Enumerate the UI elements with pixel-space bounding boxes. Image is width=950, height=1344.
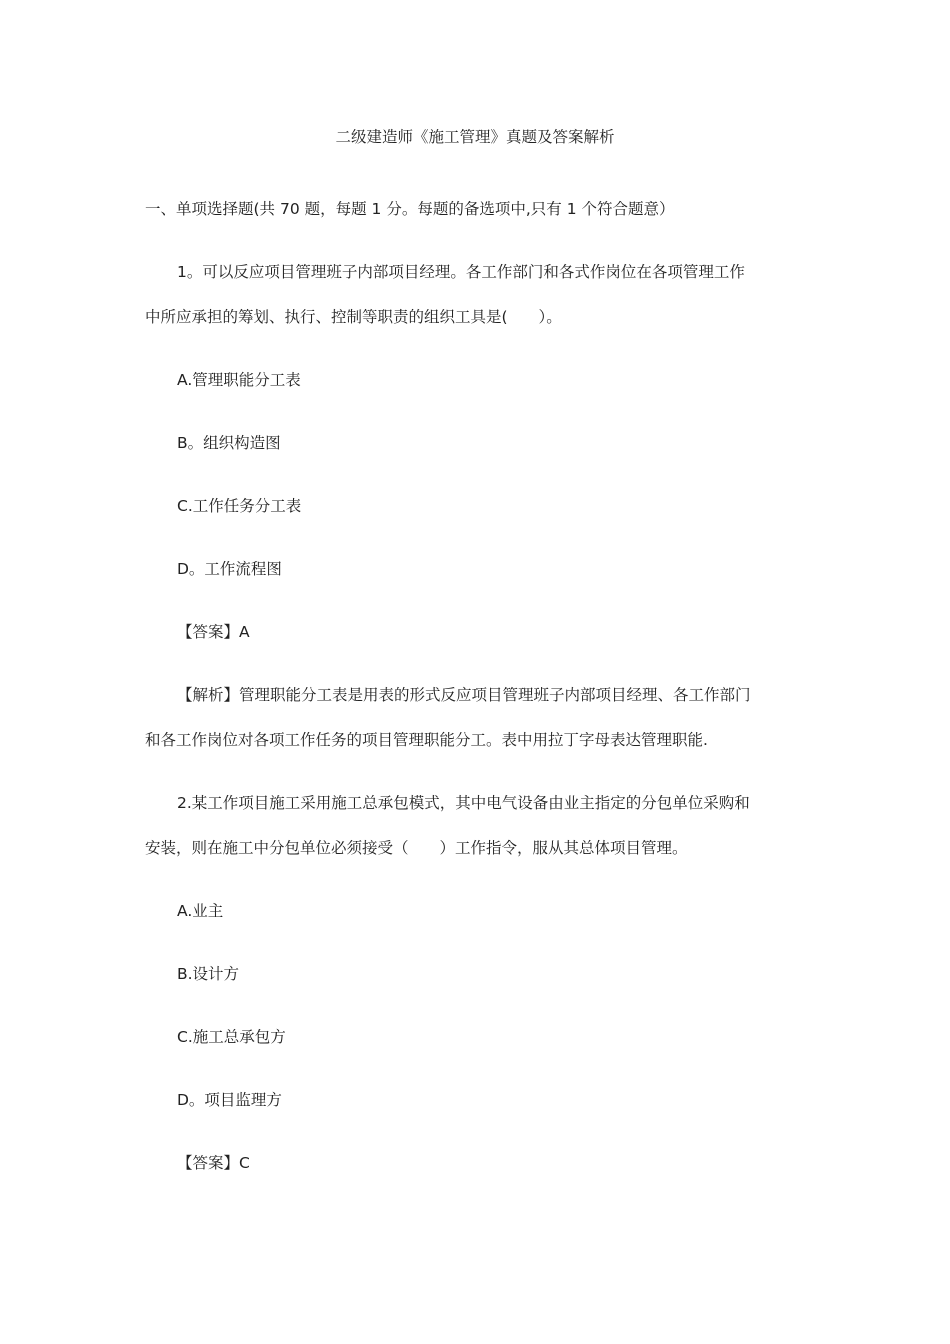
option-d: D。工作流程图: [177, 560, 282, 578]
option-a: A.业主: [177, 902, 224, 920]
option-b: B。组织构造图: [177, 434, 281, 452]
answer-line: 【答案】C: [177, 1154, 250, 1172]
question-stem-line: 安装，则在施工中分包单位必须接受（ ）工作指令，服从其总体项目管理。: [145, 839, 688, 857]
analysis-line: 【解析】管理职能分工表是用表的形式反应项目管理班子内部项目经理、各工作部门: [177, 686, 751, 704]
document-title: 二级建造师《施工管理》真题及答案解析: [335, 128, 615, 146]
question-stem-line: 中所应承担的筹划、执行、控制等职责的组织工具是( ）。: [145, 308, 562, 326]
option-b: B.设计方: [177, 965, 240, 983]
question-stem-line: 2.某工作项目施工采用施工总承包模式，其中电气设备由业主指定的分包单位采购和: [177, 794, 750, 812]
option-c: C.工作任务分工表: [177, 497, 302, 515]
option-a: A.管理职能分工表: [177, 371, 301, 389]
analysis-line: 和各工作岗位对各项工作任务的项目管理职能分工。表中用拉丁字母表达管理职能.: [145, 731, 708, 749]
answer-line: 【答案】A: [177, 623, 250, 641]
question-stem-line: 1。可以反应项目管理班子内部项目经理。各工作部门和各式作岗位在各项管理工作: [177, 263, 745, 281]
option-d: D。项目监理方: [177, 1091, 282, 1109]
section-heading: 一、单项选择题(共 70 题，每题 1 分。每题的备选项中,只有 1 个符合题意）: [145, 200, 675, 218]
option-c: C.施工总承包方: [177, 1028, 286, 1046]
